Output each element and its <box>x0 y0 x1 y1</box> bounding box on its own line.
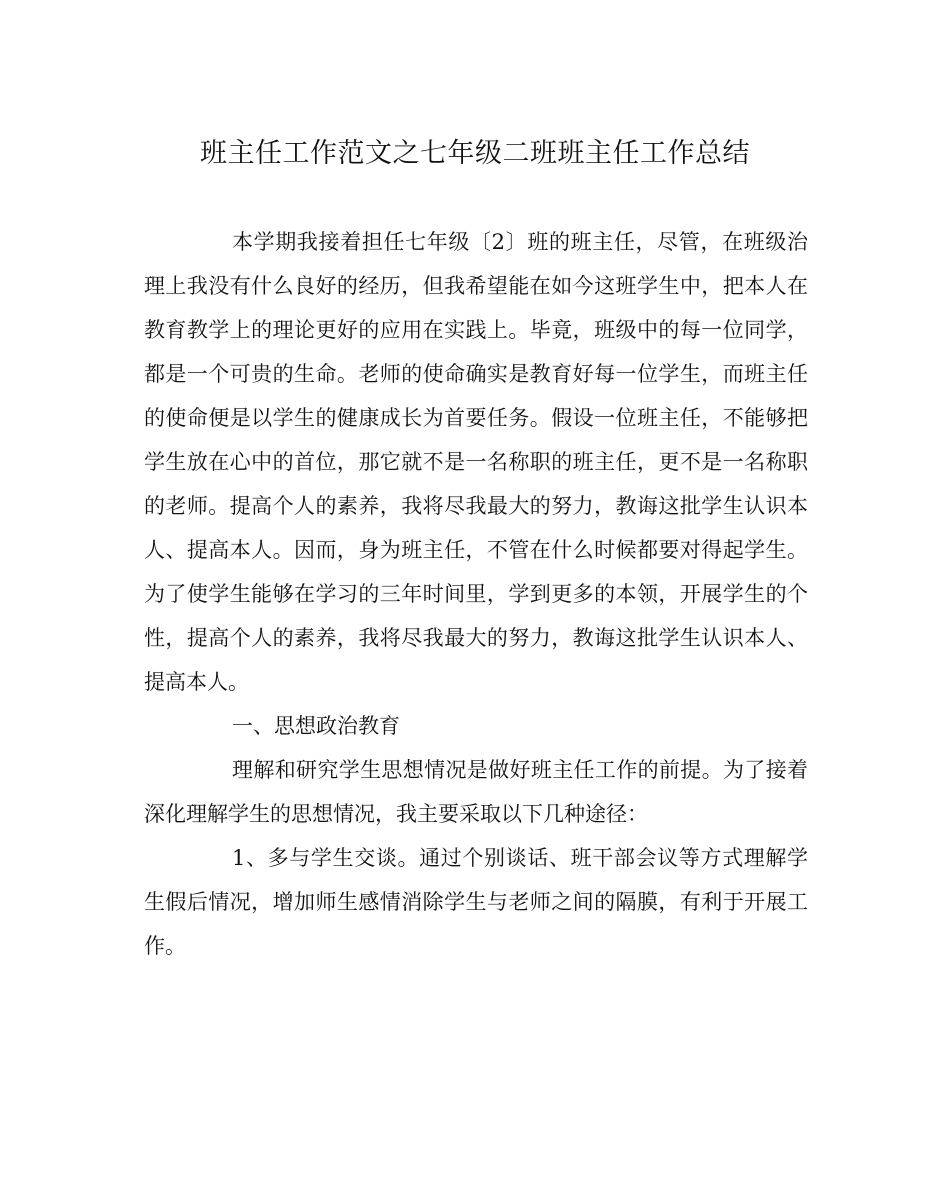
list-item-paragraph-1: 1、多与学生交谈。通过个别谈话、班干部会议等方式理解学生假后情况，增加师生感情消除学生与老师之间的隔膜，有利于开展工作。 <box>144 846 808 958</box>
section-heading-ideological-education: 一、思想政治教育 <box>232 714 400 738</box>
document-title: 班主任工作范文之七年级二班班主任工作总结 <box>200 138 750 169</box>
document-body <box>144 220 808 968</box>
section-intro-paragraph: 理解和研究学生思想情况是做好班主任工作的前提。为了接着深化理解学生的思想情况，我主要采取以下几种途径： <box>144 758 808 826</box>
intro-paragraph: 本学期我接着担任七年级〔2〕班的班主任，尽管，在班级治理上我没有什么良好的经历，但我希望能在如今这班学生中，把本人在教育教学上的理论更好的应用在实践上。毕竟，班级中的每一位同学，都是一个可贵的生命。老师的使命确实是教育好每一位学生，而班主任的使命便是以学生的健康成长为首要任务。假设一位班主任，不能够把学生放在心中的首位，那它就不是一名称职的班主任，更不是一名称职的老师。提高个人的素养，我将尽我最大的努力，教诲这批学生认识本人、提高本人。因而，身为班主任，不管在什么时候都要对得起学生。为了使学生能够在学习的三年时间里，学到更多的本领，开展学生的个性，提高个人的素养，我将尽我最大的努力，教诲这批学生认识本人、提高本人。 <box>144 230 808 694</box>
